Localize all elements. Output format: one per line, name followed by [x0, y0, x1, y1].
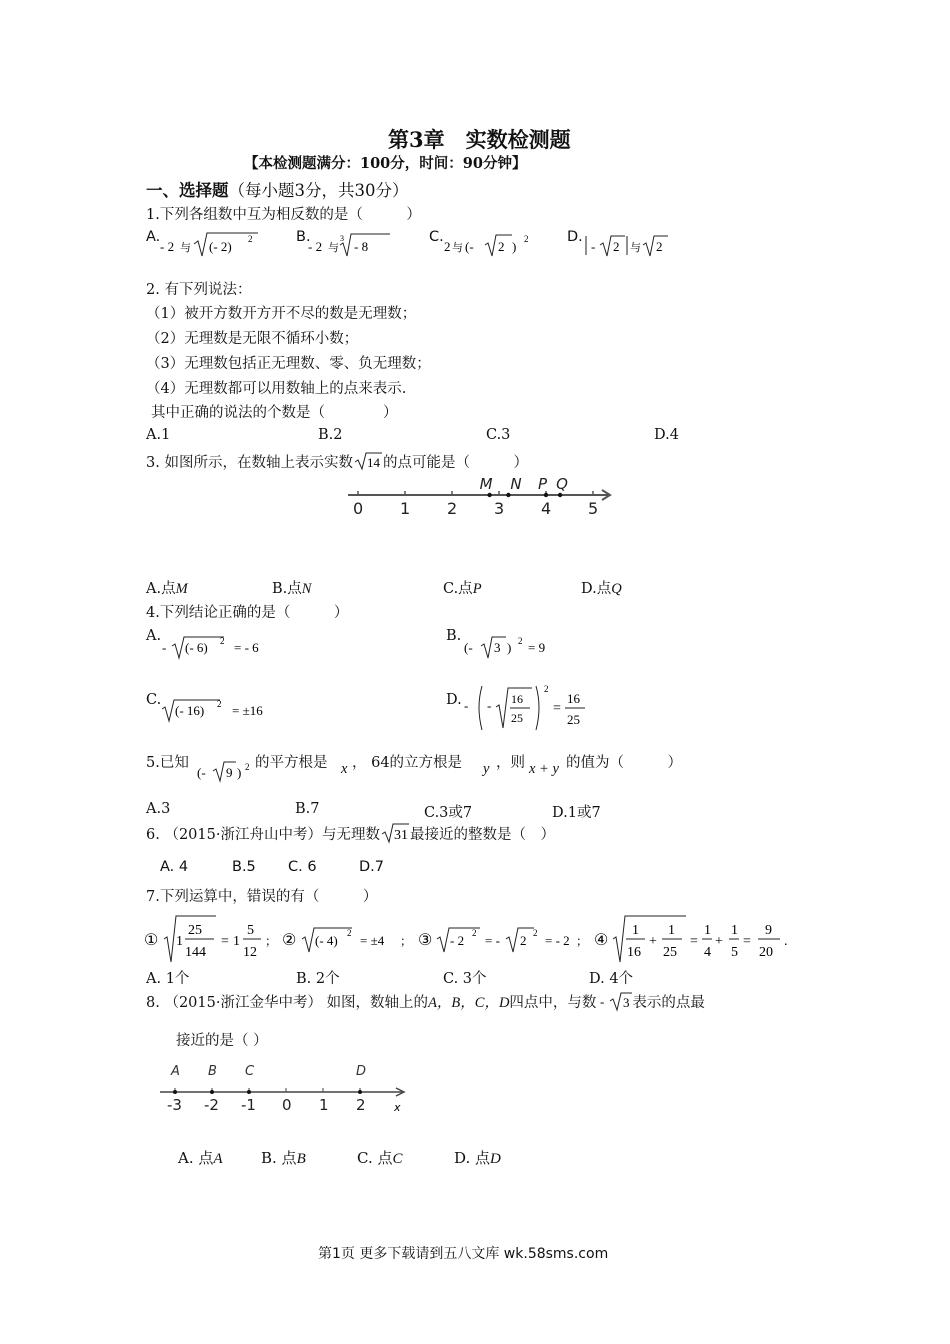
q3-tick-label: 4	[541, 499, 552, 518]
q8-points	[170, 1064, 366, 1094]
q2-item-3: （3）无理数包括正无理数、零、负无理数；	[146, 356, 431, 372]
q6-option-d: D.7	[359, 859, 384, 875]
section-label: 一、选择题	[146, 181, 229, 200]
q7-circle-4: ④	[594, 932, 609, 949]
q8-option-b-prefix: B. 点	[261, 1149, 297, 1167]
q7e1-den: 144	[185, 945, 206, 960]
q4b-exp: 2	[518, 636, 523, 646]
q8-stem-mid: 四点中，与数	[509, 995, 597, 1011]
q3-point-dot	[487, 493, 491, 497]
q1-option-b-expr	[306, 228, 406, 262]
q4-option-b-label: B.	[446, 628, 462, 644]
q7e1-rnum: 5	[247, 923, 254, 938]
q1-option-b-label: B.	[296, 229, 311, 245]
q5-radical	[213, 762, 236, 781]
q8-option-a-letter: A	[213, 1151, 223, 1167]
q5-mid3: ，则	[496, 755, 525, 771]
q4-option-a-label: A.	[146, 628, 162, 644]
q5-pre: 5.已知	[146, 755, 189, 771]
q7-sep-1: ；	[265, 934, 278, 948]
q8-tick-label: -1	[241, 1096, 256, 1114]
q3-option-c	[443, 577, 482, 598]
q3-option-b	[272, 577, 311, 598]
q3-tick-label: 1	[400, 499, 411, 518]
q8-option-c-prefix: C. 点	[357, 1149, 393, 1167]
q3-option-a	[146, 577, 188, 598]
q2-item-2: （2）无理数是无限不循环小数；	[146, 331, 359, 347]
q8-tick-label: -3	[167, 1096, 182, 1114]
q3-tick-label: 2	[447, 499, 458, 518]
page-subtitle: 【本检测题满分：100分，时间：90分钟】	[244, 155, 527, 172]
q1d-right: 2	[656, 239, 663, 254]
q4-option-d-label: D.	[446, 692, 462, 708]
q7-end: .	[784, 934, 788, 949]
q1-option-a-expr	[158, 228, 268, 262]
q8-point-label: A	[171, 1064, 180, 1079]
q3-option-b-prefix: B.点	[272, 581, 302, 597]
q2-item-4: （4）无理数都可以用数轴上的点来表示.	[146, 381, 407, 397]
q1-stem: 1.下列各组数中互为相反数的是（ ）	[146, 207, 421, 223]
q8-line2: 接近的是（ ）	[176, 1033, 268, 1049]
q4d-rden: 25	[567, 712, 580, 727]
q8-tick-label: 0	[282, 1096, 292, 1114]
q1-option-c-expr	[440, 228, 540, 262]
q7e4-rn: 9	[765, 923, 772, 938]
q5-exp: 2	[245, 762, 250, 772]
q8-option-d	[454, 1147, 501, 1168]
q1b-right: - 8	[354, 239, 369, 254]
q7-sep-3: ；	[576, 934, 589, 948]
q3-point-label: M	[479, 475, 493, 493]
q3-option-c-prefix: C.点	[443, 581, 473, 597]
q6-option-c: C. 6	[288, 859, 317, 875]
q2-stem: 2. 有下列说法：	[146, 282, 252, 298]
q8-axis-var: x	[394, 1101, 401, 1114]
q4a-rad: (- 6)	[185, 640, 208, 655]
q3-sqrt-14	[353, 451, 383, 471]
q1c-close: )	[512, 239, 517, 254]
q8-number-line	[156, 1058, 416, 1118]
q7e4-d: 5	[731, 945, 738, 960]
q4-option-d-expr	[460, 680, 600, 736]
q2-item-1: （1）被开方数开方开不尽的数是无理数；	[146, 306, 417, 322]
q3-option-d	[581, 577, 622, 598]
q8-tick-label: 1	[319, 1096, 329, 1114]
q2-option-b: B.2	[318, 427, 343, 443]
q3-option-b-letter: N	[301, 581, 312, 597]
q6-option-a: A. 4	[160, 859, 189, 875]
q7-circle-1: ①	[144, 932, 159, 949]
q7-option-b: B. 2个	[296, 971, 340, 987]
q1c-with: 与	[452, 242, 463, 254]
q7e3-rad2: 2	[520, 933, 527, 948]
q1b-index: 3	[340, 234, 344, 243]
q4b-open: (-	[464, 640, 473, 655]
q6-option-b: B.5	[232, 859, 256, 875]
q8-stem-pre: 8. （2015·浙江金华中考） 如图，数轴上的	[146, 995, 429, 1011]
q4d-paren-left	[479, 686, 482, 730]
q5-close: )	[237, 765, 242, 780]
section-heading	[146, 177, 409, 201]
q8-option-d-letter: D	[490, 1151, 501, 1167]
q5-rad: 9	[226, 765, 233, 780]
q2-option-c: C.3	[486, 427, 511, 443]
q1c-open: (-	[465, 239, 474, 254]
q5-option-a: A.3	[146, 801, 171, 817]
q1a-left: - 2	[160, 239, 175, 254]
q3-stem-post: 的点可能是（ ）	[382, 455, 528, 471]
section-note: （每小题3分，共30分）	[228, 181, 409, 200]
q7e4-rd: 20	[759, 945, 773, 960]
q4b-rhs: = 9	[528, 640, 546, 655]
q4a-exp: 2	[220, 636, 225, 646]
q1c-exp: 2	[524, 234, 529, 244]
q4-option-c-label: C.	[146, 692, 162, 708]
q4b-rad: 3	[494, 640, 501, 655]
q4d-exp: 2	[544, 684, 549, 694]
q4-option-a-expr	[158, 634, 288, 664]
q3-stem-pre: 3. 如图所示，在数轴上表示实数	[146, 455, 353, 471]
q8-point-label: D	[356, 1064, 367, 1079]
q3-option-c-letter: P	[472, 581, 482, 597]
q5-option-d: D.1或7	[552, 805, 601, 821]
q8-point-label: B	[208, 1064, 217, 1079]
q4d-minus: -	[464, 698, 469, 713]
q8-stem	[146, 990, 705, 1012]
q8-option-c	[357, 1147, 403, 1168]
q1a-with: 与	[180, 242, 191, 254]
q7e4-d2: 25	[663, 945, 677, 960]
q7-option-d: D. 4个	[589, 971, 634, 987]
q6-stem	[146, 822, 555, 844]
q7e4-plus-2: +	[715, 934, 723, 949]
q3-option-d-prefix: D.点	[581, 581, 612, 597]
q5-xy: x + y	[529, 761, 559, 777]
q5-mid1: 的平方根是	[255, 755, 328, 771]
q8-option-d-prefix: D. 点	[454, 1149, 491, 1167]
q1-option-d-label: D.	[567, 229, 583, 245]
q8-option-c-letter: C	[392, 1151, 403, 1167]
q5-option-b: B.7	[295, 801, 320, 817]
q7e3-exp: 2	[472, 928, 477, 938]
q8-neg: -	[600, 994, 605, 1009]
q4-option-c-expr	[158, 697, 288, 727]
q8-option-b	[261, 1147, 306, 1168]
q8-option-a	[178, 1147, 223, 1168]
q5-open: (-	[197, 765, 206, 780]
q7e3-eq: = -	[485, 933, 500, 948]
q7-sep-2: ；	[400, 934, 413, 948]
q7-option-a: A. 1个	[146, 971, 190, 987]
q7e4-plus: +	[649, 934, 657, 949]
q1a-right: (- 2)	[209, 239, 232, 254]
q7e1-rden: 12	[243, 945, 257, 960]
q4d-eq: =	[553, 701, 561, 716]
q3-point-dot	[506, 493, 510, 497]
q3-tick-label: 3	[494, 499, 505, 518]
q8-point-dot	[247, 1090, 251, 1094]
q1c-left: 2	[444, 239, 451, 254]
q6-rad: 31	[393, 828, 408, 843]
q8-point-dot	[210, 1090, 214, 1094]
q1b-left: - 2	[308, 239, 323, 254]
q7e4-d1: 16	[627, 945, 641, 960]
q1a-exp: 2	[248, 234, 253, 244]
q7e1-num: 25	[188, 923, 202, 938]
q1-option-c-label: C.	[429, 229, 444, 245]
q7e3-rhs: = - 2	[545, 933, 570, 948]
q7-circle-2: ②	[282, 932, 297, 949]
q3-option-d-letter: Q	[611, 581, 622, 597]
q7-stem: 7.下列运算中，错误的有（ ）	[146, 889, 378, 905]
q3-tick-label: 0	[353, 499, 364, 518]
q4d-inner: -	[487, 698, 492, 713]
q4c-rad: (- 16)	[175, 703, 205, 718]
q1-option-d-expr	[580, 228, 680, 262]
q7e4-c: 1	[731, 923, 738, 938]
q8-point-dot	[358, 1090, 362, 1094]
q7-circle-3: ③	[418, 932, 433, 949]
q8-rad: 3	[623, 995, 630, 1010]
q6-stem-post: 最接近的整数是（ ）	[409, 827, 555, 843]
q1-option-a-label: A.	[146, 229, 161, 245]
q3-option-a-prefix: A.点	[146, 581, 176, 597]
q2-ask: 其中正确的说法的个数是（ ）	[151, 405, 398, 421]
q4d-rnum: 16	[567, 691, 580, 706]
q7e1-rw: 1	[233, 934, 240, 949]
q3-tick-label: 5	[588, 499, 599, 518]
q4-stem: 4.下列结论正确的是（ ）	[146, 605, 349, 621]
q5-post: 的值为（ ）	[566, 755, 682, 771]
q4a-rhs: = - 6	[234, 640, 259, 655]
q5-expr	[194, 758, 254, 784]
q3-point-label: N	[510, 475, 522, 493]
q3-point-dot	[558, 493, 562, 497]
q4d-paren-right	[536, 686, 539, 730]
q3-points	[480, 475, 568, 497]
q7e1-eq: =	[221, 934, 229, 949]
q3-rad: 14	[366, 455, 380, 470]
q8-point-dot	[173, 1090, 177, 1094]
q1d-inner: -	[591, 239, 596, 254]
q7e2-rhs: = ±4	[360, 933, 385, 948]
q5-x: x	[341, 761, 348, 777]
q7e4-n1: 1	[632, 923, 639, 938]
q7e2-rad: (- 4)	[315, 933, 338, 948]
q7e3-rad: - 2	[450, 933, 465, 948]
q4c-rhs: = ±16	[232, 703, 263, 718]
q4d-num: 16	[511, 692, 523, 706]
q7e4-n2: 1	[668, 923, 675, 938]
q3-option-a-letter: M	[175, 581, 188, 597]
q5-option-c: C.3或7	[424, 805, 473, 821]
q8-neg-sqrt-3	[596, 990, 632, 1012]
q1d-with: 与	[630, 242, 641, 254]
q1d-rad: 2	[613, 239, 620, 254]
q8-tick-label: -2	[204, 1096, 219, 1114]
q4-option-b-expr	[460, 634, 570, 664]
q7-expressions	[144, 912, 804, 966]
q4d-den: 25	[511, 711, 523, 725]
q2-option-d: D.4	[654, 427, 679, 443]
q8-point-label: C	[245, 1064, 255, 1079]
q7-option-c: C. 3个	[443, 971, 487, 987]
q4a-minus: -	[162, 640, 167, 655]
q6-stem-pre: 6. （2015·浙江舟山中考）与无理数	[146, 827, 380, 843]
q8-abcd: A，B，C，D	[428, 995, 510, 1011]
q1c-rad: 2	[498, 239, 505, 254]
q6-sqrt-31	[380, 822, 410, 844]
q5-y: y	[483, 761, 490, 777]
q8-option-b-letter: B	[296, 1151, 306, 1167]
q3-point-dot	[544, 493, 548, 497]
q7e3-exp2: 2	[533, 928, 538, 938]
q7e1-whole: 1	[176, 934, 183, 949]
q7e2-exp: 2	[347, 928, 352, 938]
q8-stem-post: 表示的点最	[632, 995, 705, 1011]
q7e4-a: 1	[704, 923, 711, 938]
page-footer: 第1页 更多下载请到五八文库 wk.58sms.com	[318, 1246, 609, 1262]
q8-option-a-prefix: A. 点	[178, 1149, 214, 1167]
q3-point-label: P	[538, 475, 548, 493]
q3-point-label: Q	[556, 475, 568, 493]
q2-option-a: A.1	[146, 427, 171, 443]
q1b-with: 与	[328, 242, 339, 254]
q8-tick-label: 2	[356, 1096, 366, 1114]
q5-mid2: ， 64的立方根是	[352, 755, 463, 771]
q7e4-b: 4	[704, 945, 711, 960]
q4c-exp: 2	[217, 699, 222, 709]
q7e4-eq: =	[690, 934, 698, 949]
q3-number-line	[340, 470, 620, 520]
q3-stem	[146, 451, 528, 472]
q4b-close: )	[507, 640, 512, 655]
page-title: 第3章 实数检测题	[388, 127, 571, 152]
q7e4-eq2: =	[743, 934, 751, 949]
